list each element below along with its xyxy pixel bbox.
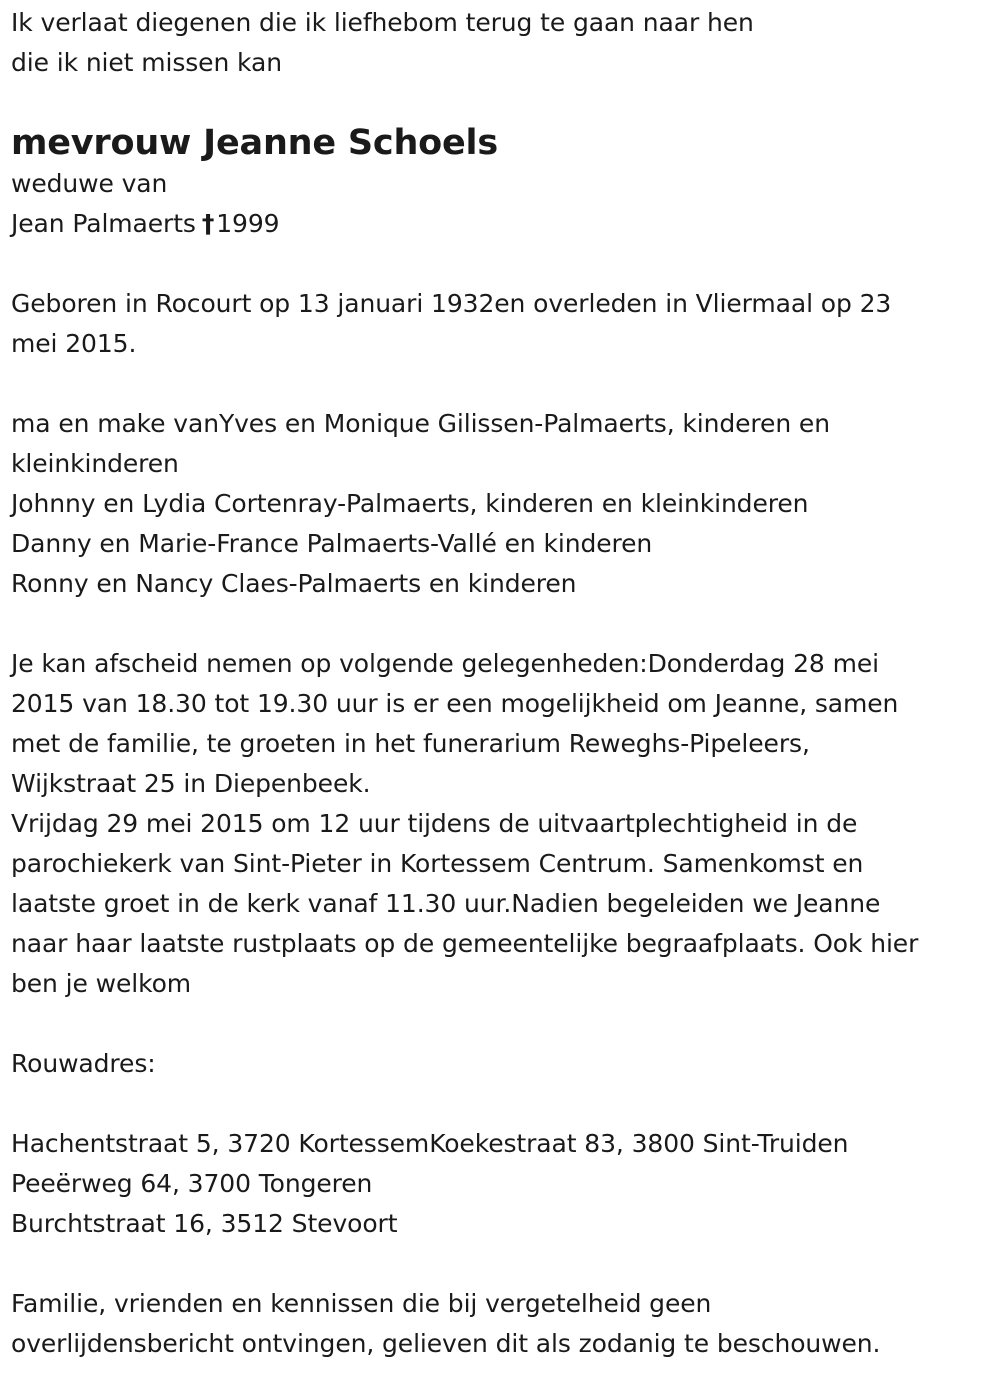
deceased-name: mevrouw Jeanne Schoels (11, 123, 498, 163)
birth-death-paragraph (11, 284, 988, 364)
spacer (11, 364, 988, 404)
closing-line-2: overlijdensbericht ontvingen, gelieven dit als zodanig te beschouwen. (11, 1329, 881, 1358)
spouse-info (11, 164, 988, 244)
farewell-line: naar haar laatste rustplaats op de gemeentelijke begraafplaats. Ook hier (11, 929, 919, 958)
closing-note (11, 1284, 988, 1364)
spouse-name: Jean Palmaerts (11, 209, 196, 238)
farewell-line: parochiekerk van Sint-Pieter in Kortessem Centrum. Samenkomst en (11, 849, 864, 878)
family-line-4: Danny en Marie-France Palmaerts-Vallé en kinderen (11, 529, 653, 558)
intro-quote (11, 3, 988, 83)
spouse-death-year: 1999 (216, 209, 280, 238)
family-list (11, 404, 988, 604)
birth-death-line-2: mei 2015. (11, 329, 137, 358)
family-line-3: Johnny en Lydia Cortenray-Palmaerts, kinderen en kleinkinderen (11, 489, 809, 518)
mourning-address-line-3: Burchtstraat 16, 3512 Stevoort (11, 1209, 398, 1238)
spacer (11, 244, 988, 284)
closing-line-1: Familie, vrienden en kennissen die bij vergetelheid geen (11, 1289, 712, 1318)
mourning-address-label: Rouwadres: (11, 1049, 156, 1078)
spacer (11, 1244, 988, 1284)
family-line-1: ma en make vanYves en Monique Gilissen-Palmaerts, kinderen en (11, 409, 830, 438)
farewell-line: ben je welkom (11, 969, 192, 998)
family-line-2: kleinkinderen (11, 449, 179, 478)
relation-label: weduwe van (11, 169, 168, 198)
farewell-line: met de familie, te groeten in het funerarium Reweghs-Pipeleers, (11, 729, 810, 758)
spacer (11, 1084, 988, 1124)
spouse-line (11, 204, 988, 244)
intro-quote-line-2: die ik niet missen kan (11, 48, 282, 77)
mourning-address (11, 1044, 988, 1244)
spacer (11, 604, 988, 644)
farewell-line: 2015 van 18.30 tot 19.30 uur is er een mogelijkheid om Jeanne, samen (11, 689, 899, 718)
birth-death-line-1: Geboren in Rocourt op 13 januari 1932en overleden in Vliermaal op 23 (11, 289, 892, 318)
spacer (11, 1004, 988, 1044)
farewell-paragraph (11, 644, 988, 1004)
intro-quote-line-1: Ik verlaat diegenen die ik liefhebom terug te gaan naar hen (11, 8, 754, 37)
farewell-line: laatste groet in de kerk vanaf 11.30 uur.Nadien begeleiden we Jeanne (11, 889, 881, 918)
farewell-line: Vrijdag 29 mei 2015 om 12 uur tijdens de uitvaartplechtigheid in de (11, 809, 858, 838)
mourning-address-line-2: Peeërweg 64, 3700 Tongeren (11, 1169, 373, 1198)
mourning-address-line-1: Hachentstraat 5, 3720 KortessemKoekestraat 83, 3800 Sint-Truiden (11, 1129, 849, 1158)
farewell-line: Je kan afscheid nemen op volgende gelegenheden:Donderdag 28 mei (11, 649, 879, 678)
cross-icon: † (201, 209, 215, 238)
family-line-5: Ronny en Nancy Claes-Palmaerts en kinderen (11, 569, 577, 598)
farewell-line: Wijkstraat 25 in Diepenbeek. (11, 769, 371, 798)
